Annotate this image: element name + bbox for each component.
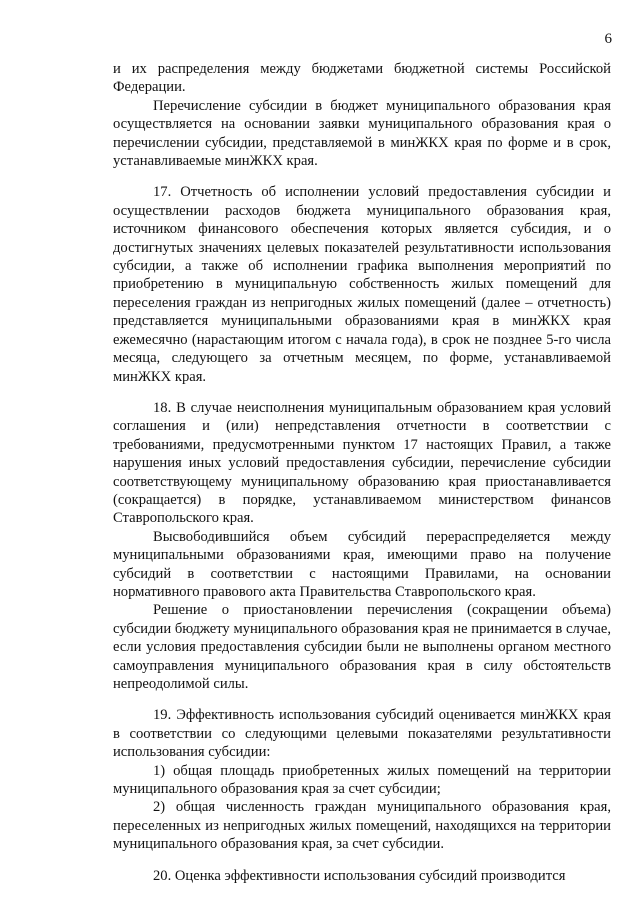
paragraph-subsidy-transfer: Перечисление субсидии в бюджет муниципального образования края осуществляется на основании заявки муниципального образования края о перечислении субсидии, представляемой в минЖКХ края по форме и в срок, устанавливаемые минЖКХ края. [113,97,611,170]
paragraph-19-efficiency: 19. Эффективность использования субсидий оценивается минЖКХ края в соответствии со следующими целевыми показателями результативности использования субсидии: [113,707,611,761]
paragraph-redistribution: Высвободившийся объем субсидий перераспределяется между муниципальными образованиями края, имеющими право на получение субсидий в соответствии с настоящими Правилами, на основании нормативного правового акта Правительства Ставропольского края. [113,528,611,600]
document-body [113,60,611,885]
paragraph-continuation: и их распределения между бюджетами бюджетной системы Российской Федерации. [113,61,611,96]
paragraph-18-nonfulfillment: 18. В случае неисполнения муниципальным образованием края условий соглашения и (или) непредставления отчетности в соответствии с требованиями, предусмотренными пунктом 17 настоящих Правил, а также нарушения иных условий предоставления субсидии, перечисление субсидии соответствующему муниципальному образованию края приостанавливается (сокращается) в порядке, устанавливаемом министерством финансов Ставропольского края. [113,399,611,527]
page-number: 6 [604,31,612,47]
list-item-1-area: 1) общая площадь приобретенных жилых помещений на территории муниципального образования края за счет субсидии; [113,762,611,798]
paragraph-force-majeure: Решение о приостановлении перечисления (сокращении объема) субсидии бюджету муниципального образования края не принимается в случае, если условия предоставления субсидии были не выполнены органом местного самоуправления муниципального образования края в силу обстоятельств непреодолимой силы. [113,602,611,692]
paragraph-20-assessment: 20. Оценка эффективности использования субсидий производится [153,867,566,884]
list-item-2-citizens: 2) общая численность граждан муниципального образования края, переселенных из непригодных жилых помещений, находящихся на территории муниципального образования края, за счет субсидии. [113,799,611,853]
paragraph-17-reporting: 17. Отчетность об исполнении условий предоставления субсидии и осуществлении расходов бюджета муниципального образования края, источником финансового обеспечения которых является субсидия, и о достигнутых значениях целевых показателей результативности использования субсидии, а также об исполнении графика выполнения мероприятий по приобретению в муниципальную собственность жилых помещений для переселения граждан из непригодных жилых помещений (далее – отчетность) представляется муниципальными образованиями края в минЖКХ края ежемесячно (нарастающим итогом с начала года), в срок не позднее 5-го числа месяца, следующего за отчетным месяцем, по форме, устанавливаемой минЖКХ края. [113,184,611,385]
